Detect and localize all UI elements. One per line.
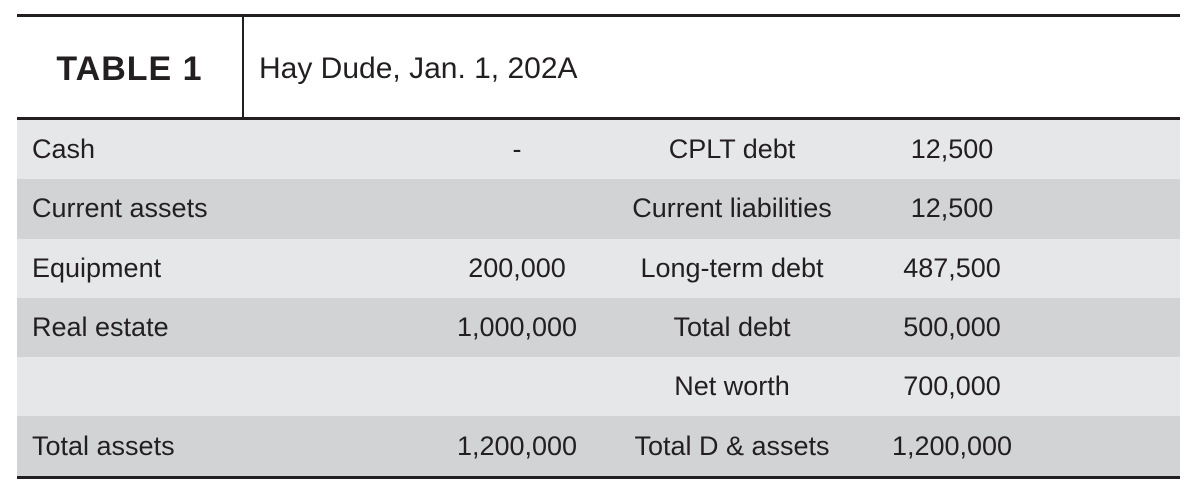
liability-value: 12,500 [910,193,994,224]
table-header [17,14,1180,120]
asset-value: 1,200,000 [456,430,578,461]
asset-label: Cash [32,134,96,165]
table-row [17,357,1180,416]
liability-label: Long-term debt [640,252,824,283]
balance-sheet-table [17,14,1180,479]
liability-label: CPLT debt [668,134,796,165]
liability-value: 1,200,000 [891,430,1013,461]
liability-value: 487,500 [903,252,1001,283]
table-row [17,179,1180,238]
table-number-label: TABLE 1 [17,17,244,117]
table-row [17,416,1180,478]
asset-label: Total assets [32,430,175,461]
table-row [17,239,1180,298]
liability-value: 12,500 [910,134,994,165]
asset-label: Real estate [32,312,169,343]
liability-value: 500,000 [903,312,1001,343]
asset-label: Current assets [32,193,208,224]
table-title: Hay Dude, Jan. 1, 202A [259,52,578,85]
asset-label: Equipment [32,252,162,283]
asset-value: 200,000 [468,252,566,283]
liability-label: Current liabilities [632,193,832,224]
liability-label: Net worth [674,371,790,402]
asset-value: 1,000,000 [456,312,578,343]
table-row [17,298,1180,357]
liability-value: 700,000 [903,371,1001,402]
asset-value: - [512,134,522,165]
table-row [17,120,1180,179]
liability-label: Total debt [673,312,791,343]
liability-label: Total D & assets [634,430,830,461]
